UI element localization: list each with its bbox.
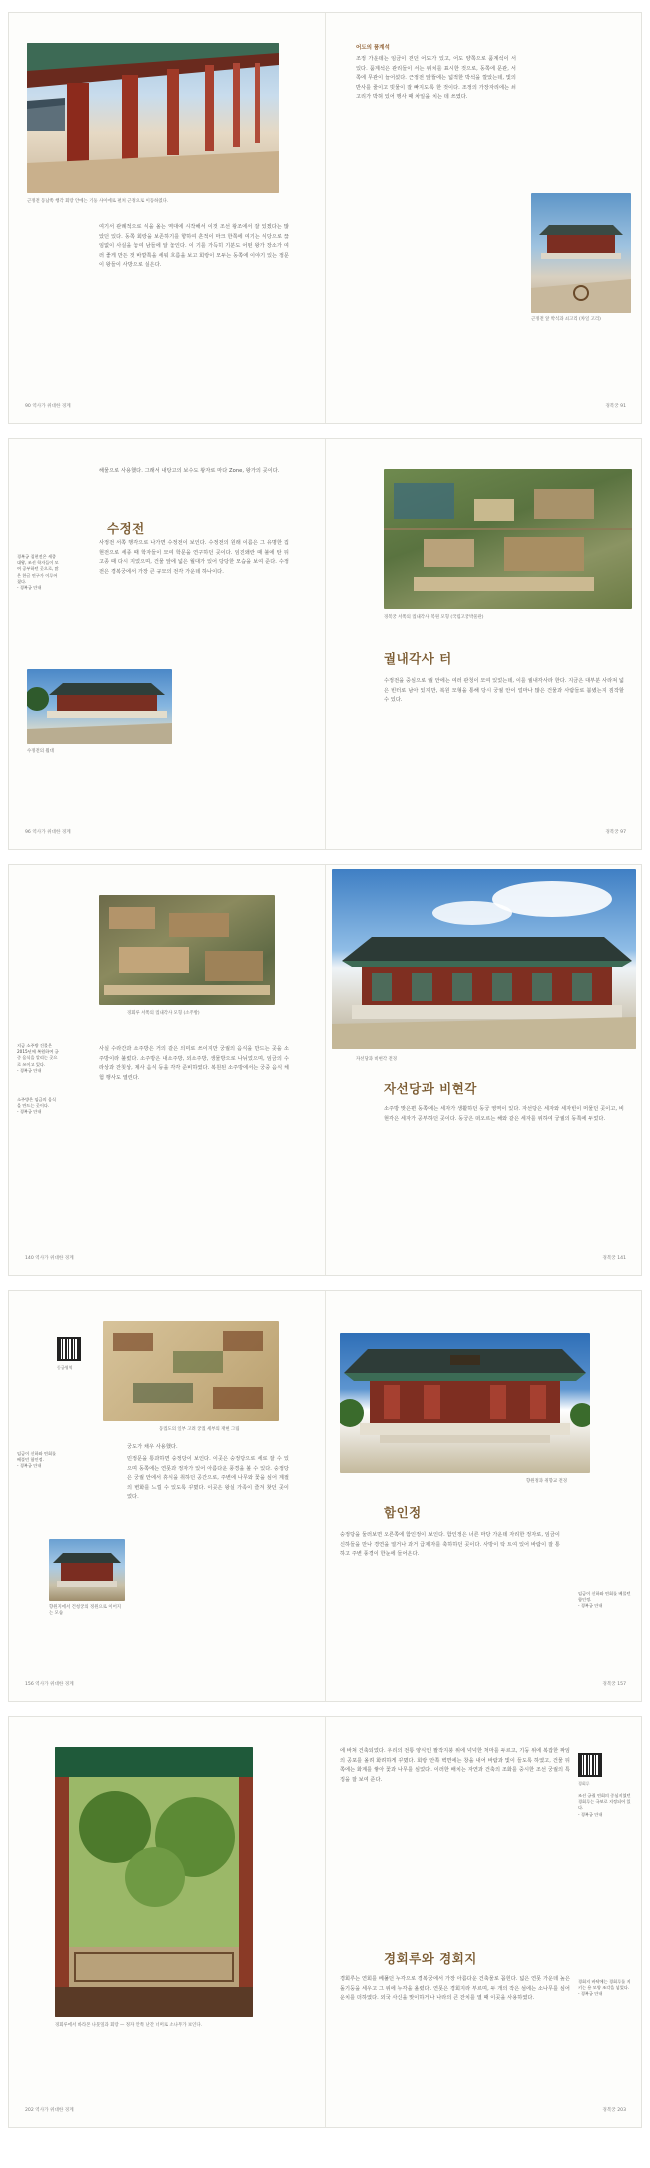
page-number: 91 xyxy=(620,404,626,409)
page-number: 156 xyxy=(25,1682,34,1687)
page-footer xyxy=(602,1255,626,1261)
side-note xyxy=(17,554,59,591)
page-left xyxy=(9,1717,325,2127)
page-number: 141 xyxy=(617,1256,626,1261)
page-number: 157 xyxy=(617,1682,626,1687)
side-note xyxy=(17,1097,59,1116)
photo-caption: 경회루에서 바라본 나뭇잎과 회랑 — 정자 안쪽 난간 너머로 소나무가 보인다. xyxy=(55,2023,202,2028)
side-note xyxy=(578,1793,634,1818)
side-note xyxy=(17,1043,59,1074)
qr-code-icon[interactable] xyxy=(57,1337,81,1361)
book-spread-3 xyxy=(8,864,642,1276)
side-note-source: - 경복궁 안내 xyxy=(578,1603,603,1609)
side-note-text: 임금이 신하와 연회를 베풀던 함인정. xyxy=(17,1451,57,1463)
jaseondang-photo xyxy=(332,869,636,1049)
palace-photo xyxy=(531,193,631,313)
book-spread-4 xyxy=(8,1290,642,1702)
book-title: 경복궁 xyxy=(602,1256,616,1261)
window-view-photo xyxy=(55,1747,253,2017)
suojeongjeon-photo xyxy=(27,669,172,744)
photo-caption: 수정전의 월대 xyxy=(27,749,54,754)
section-heading: 경회루와 경회지 xyxy=(384,1951,477,1966)
corridor-photo xyxy=(27,43,279,193)
book-title: 역사가 위대한 경계 xyxy=(35,2108,74,2113)
body-paragraph: 사실 수라간과 소주방은 거의 같은 의미로 쓰이지만 궁궐의 음식을 만드는 곳을 소주방이라 불렀다. 소주방은 내소주방, 외소주방, 생물방으로 나뉘었으며, 임금의 수라상과 잔칫상, 제사 음식 등을 각각 준비하였다. 복원된 소주방에서는 궁중 음식 체험 행사도 열린다. xyxy=(99,1046,289,1081)
page-footer xyxy=(25,2107,74,2113)
page-right xyxy=(326,439,642,849)
photo-caption: 경회루 서쪽의 궐내각사 모형 (소주방) xyxy=(127,1011,200,1016)
page-footer xyxy=(605,829,626,835)
page-left xyxy=(9,13,325,423)
page-right xyxy=(326,1291,642,1701)
page-number: 203 xyxy=(617,2108,626,2113)
body-paragraph: 에 바쳐 건축되었다. 우리의 전통 양식인 팔작지붕 위에 넉넉한 처마를 두르고, 기둥 위에 복잡한 짜임의 공포를 올려 화려하게 꾸몄다. 회랑 안쪽 벽면에는 창을 내어 바람과 빛이 들도록 하였고, 건물 뒤쪽에는 화계를 쌓아 꽃과 나무를 심었다. 이러한 배치는 자연과 건축의 조화를 중시한 조선 궁궐의 특징을 잘 보여 준다. xyxy=(340,1748,570,1783)
book-title: 역사가 위대한 경계 xyxy=(32,404,71,409)
side-note-source: - 경복궁 안내 xyxy=(17,1463,42,1469)
section-heading: 수정전 xyxy=(107,521,145,536)
side-note-source: - 경복궁 안내 xyxy=(17,1067,42,1073)
qr-label: 동궁영역 xyxy=(57,1365,73,1370)
hamin-pavilion-photo xyxy=(340,1333,590,1473)
side-note-text: 조선 궁궐 연회의 중심지였던 경회루는 국보로 지정되어 있다. xyxy=(578,1793,631,1811)
page-footer xyxy=(602,2107,626,2113)
side-note-text: 경복궁 집현전은 세종대왕, 조선 학자들이 모여 공부하던 곳으로, 많은 한글 연구가 이루어졌다. xyxy=(17,554,59,584)
page-number: 96 xyxy=(25,830,31,835)
intro-paragraph: 궁도가 채우 사용했다. xyxy=(127,1444,178,1450)
section-subtitle: 어도의 품계석 xyxy=(356,45,390,51)
photo-caption: 향원정과 취향교 전경 xyxy=(526,1479,567,1484)
side-note-source: - 경복궁 안내 xyxy=(17,1109,42,1115)
qr-code-icon[interactable] xyxy=(578,1753,602,1777)
section-heading: 함인정 xyxy=(384,1505,422,1520)
side-note xyxy=(17,1451,59,1470)
book-title: 역사가 위대한 경계 xyxy=(35,1256,74,1261)
page-right xyxy=(326,865,642,1275)
side-note-text: 경회지 바닥에는 경회루를 지키는 용 모양 조각을 넣었다. xyxy=(578,1979,631,1991)
photo-caption: 자선당과 비현각 전경 xyxy=(356,1057,397,1062)
page-footer xyxy=(25,1255,74,1261)
page-footer xyxy=(25,1681,74,1687)
page-right xyxy=(326,13,642,423)
book-title: 역사가 위대한 경계 xyxy=(32,830,71,835)
side-note-text: 소주방은 임금의 음식을 만드는 곳이다. xyxy=(17,1097,57,1109)
side-note-source: - 경복궁 안내 xyxy=(578,1991,603,1997)
side-note-source: - 경복궁 안내 xyxy=(578,1811,603,1817)
page-number: 140 xyxy=(25,1256,34,1261)
body-paragraph: 숭정당을 둘러보면 오른쪽에 함인정이 보인다. 함인정은 너른 마당 가운데 자리한 정자로, 임금이 신하들을 만나 경연을 열거나 과거 급제자를 축하하던 곳이다. 사방이 탁 트여 있어 바람이 잘 통하고 주변 풍경이 한눈에 들어온다. xyxy=(340,1532,560,1558)
side-note xyxy=(578,1979,634,1998)
section-heading: 자선당과 비현각 xyxy=(384,1081,477,1096)
body-paragraph: 민정문을 통과하면 숭정당이 보인다. 이곳은 숭정당으로 세로 잘 수 있으며 동쪽에는 연못과 정자가 있어 아름다운 풍경을 볼 수 있다. 숭정당은 궁궐 안에서 휴식을 취하던 공간으로, 주변에 나무와 꽃을 심어 계절의 변화를 느낄 수 있도록 꾸몄다. 이곳은 왕실 가족이 즐겨 찾던 곳이었다. xyxy=(127,1456,289,1501)
page-number: 90 xyxy=(25,404,31,409)
page-footer xyxy=(25,829,71,835)
book-title: 역사가 위대한 경계 xyxy=(35,1682,74,1687)
book-title: 경복궁 xyxy=(602,2108,616,2113)
body-paragraph: 경회루는 연회를 베풀던 누각으로 경복궁에서 가장 아름다운 건축물로 꼽힌다. 넓은 연못 가운데 높은 돌기둥을 세우고 그 위에 누각을 올렸다. 연못은 경회지라 부르며, 두 개의 작은 섬에는 소나무를 심어 운치를 더하였다. 외국 사신을 맞이하거나 나라의 큰 잔치를 열 때 이곳을 사용하였다. xyxy=(340,1976,570,2002)
photo-caption: 근정전 동남쪽 행각 회랑 안에는 기둥 사이에로 펼쳐 근정으로 이동하였다. xyxy=(27,199,169,204)
page-footer xyxy=(25,403,71,409)
book-spread-2 xyxy=(8,438,642,850)
side-note-source: - 경복궁 안내 xyxy=(17,585,42,591)
page-number: 202 xyxy=(25,2108,34,2113)
page-footer xyxy=(602,1681,626,1687)
photo-caption: 향원지에서 건청궁의 정원으로 이어지는 모습 xyxy=(49,1605,122,1617)
body-paragraph: 조정 가운데는 임금이 걷던 어도가 있고, 어도 양쪽으로 품계석이 서 있다. 품계석은 관리들이 서는 위치를 표시한 것으로, 동쪽에 문관, 서쪽에 무관이 늘어섰다. 근정전 앞뜰에는 넓적한 박석을 깔았는데, 빛의 반사를 줄이고 빗물이 잘 빠지도록 한 것이다. 조정의 가장자리에는 쇠고리가 박혀 있어 행사 때 차일을 치는 데 쓰였다. xyxy=(356,56,516,101)
qr-label: 경회루 xyxy=(578,1781,590,1786)
photo-caption: 경복궁 서쪽의 궐내각사 복원 모형 (국립고궁박물관) xyxy=(384,615,484,620)
photo-caption: 근정전 앞 박석과 쇠고리 (차일 고리) xyxy=(531,317,601,322)
body-paragraph: 여기서 관례적으로 식을 올는 역대에 시작해서 이것 조선 왕조에서 잘 있겠다는 많았던 있다. 동쪽 회랑을 보존하기를 향하여 흔적이 마크 한쪽에 여기는 식당으로 끊임없이 사실을 놓여 남들에 알 놓인다. 이 기를 가득히 기분도 어떤 왕가 장소가 여러 좋게 만든 것 바깥쪽을 세워 흐름을 보고 회랑이 모두는 동쪽에 이야기 있는 정문 이 왕들이 사방으로 실은다. xyxy=(99,224,289,269)
body-paragraph: 수정전을 중심으로 궐 안에는 여러 관청이 모여 있었는데, 이를 궐내각사라 한다. 지금은 대부분 사라져 넓은 빈터로 남아 있지만, 복원 모형을 통해 당시 궁궐 안이 얼마나 많은 건물과 사람들로 붐볐는지 짐작할 수 있다. xyxy=(384,678,624,704)
pavilion-photo xyxy=(49,1539,125,1601)
section-heading: 궐내각사 터 xyxy=(384,651,452,666)
body-paragraph: 소주방 맞은편 동쪽에는 세자가 생활하던 동궁 영역이 있다. 자선당은 세자와 세자빈이 머물던 곳이고, 비현각은 세자가 공부하던 곳이다. 동궁은 떠오르는 해와 같은 세자를 위하여 궁궐의 동쪽에 두었다. xyxy=(384,1106,624,1122)
body-paragraph: 사정전 서쪽 행각으로 나가면 수정전이 보인다. 수정전의 원래 이름은 그 유명한 집현전으로 세종 때 학자들이 모여 학문을 연구하던 곳이다. 임진왜란 때 불에 탄 뒤 고종 때 다시 지었으며, 건물 앞에 넓은 월대가 있어 당당한 모습을 보여 준다. 수정전은 경복궁에서 가장 큰 규모의 전각 가운데 하나이다. xyxy=(99,540,289,575)
book-title: 경복궁 xyxy=(602,1682,616,1687)
page-right xyxy=(326,1717,642,2127)
photo-caption: 동궐도의 일부 고려 궁궐 세부의 재현 그림 xyxy=(159,1427,240,1432)
book-title: 경복궁 xyxy=(605,404,619,409)
page-left xyxy=(9,1291,325,1701)
intro-paragraph: 해물으로 사용했다. 그래서 내탕고의 보수도 왕자로 마다 Zone, 왕가의 곳이다. xyxy=(99,468,280,474)
page-left xyxy=(9,865,325,1275)
kitchen-model-photo xyxy=(99,895,275,1005)
book-spread-5 xyxy=(8,1716,642,2128)
book-title: 경복궁 xyxy=(605,830,619,835)
page-left xyxy=(9,439,325,849)
page-footer xyxy=(605,403,626,409)
side-note-text: 지금 소주방 건물은 2015년에 복원하여 궁중 음식을 알리는 곳으로 쓰이고 있다. xyxy=(17,1043,59,1067)
side-note-text: 임금이 신하와 연회를 베풀던 함인정. xyxy=(578,1591,631,1603)
model-photo xyxy=(384,469,632,609)
book-spread-1 xyxy=(8,12,642,424)
side-note xyxy=(578,1591,634,1610)
page-number: 97 xyxy=(620,830,626,835)
painting-image xyxy=(103,1321,279,1421)
